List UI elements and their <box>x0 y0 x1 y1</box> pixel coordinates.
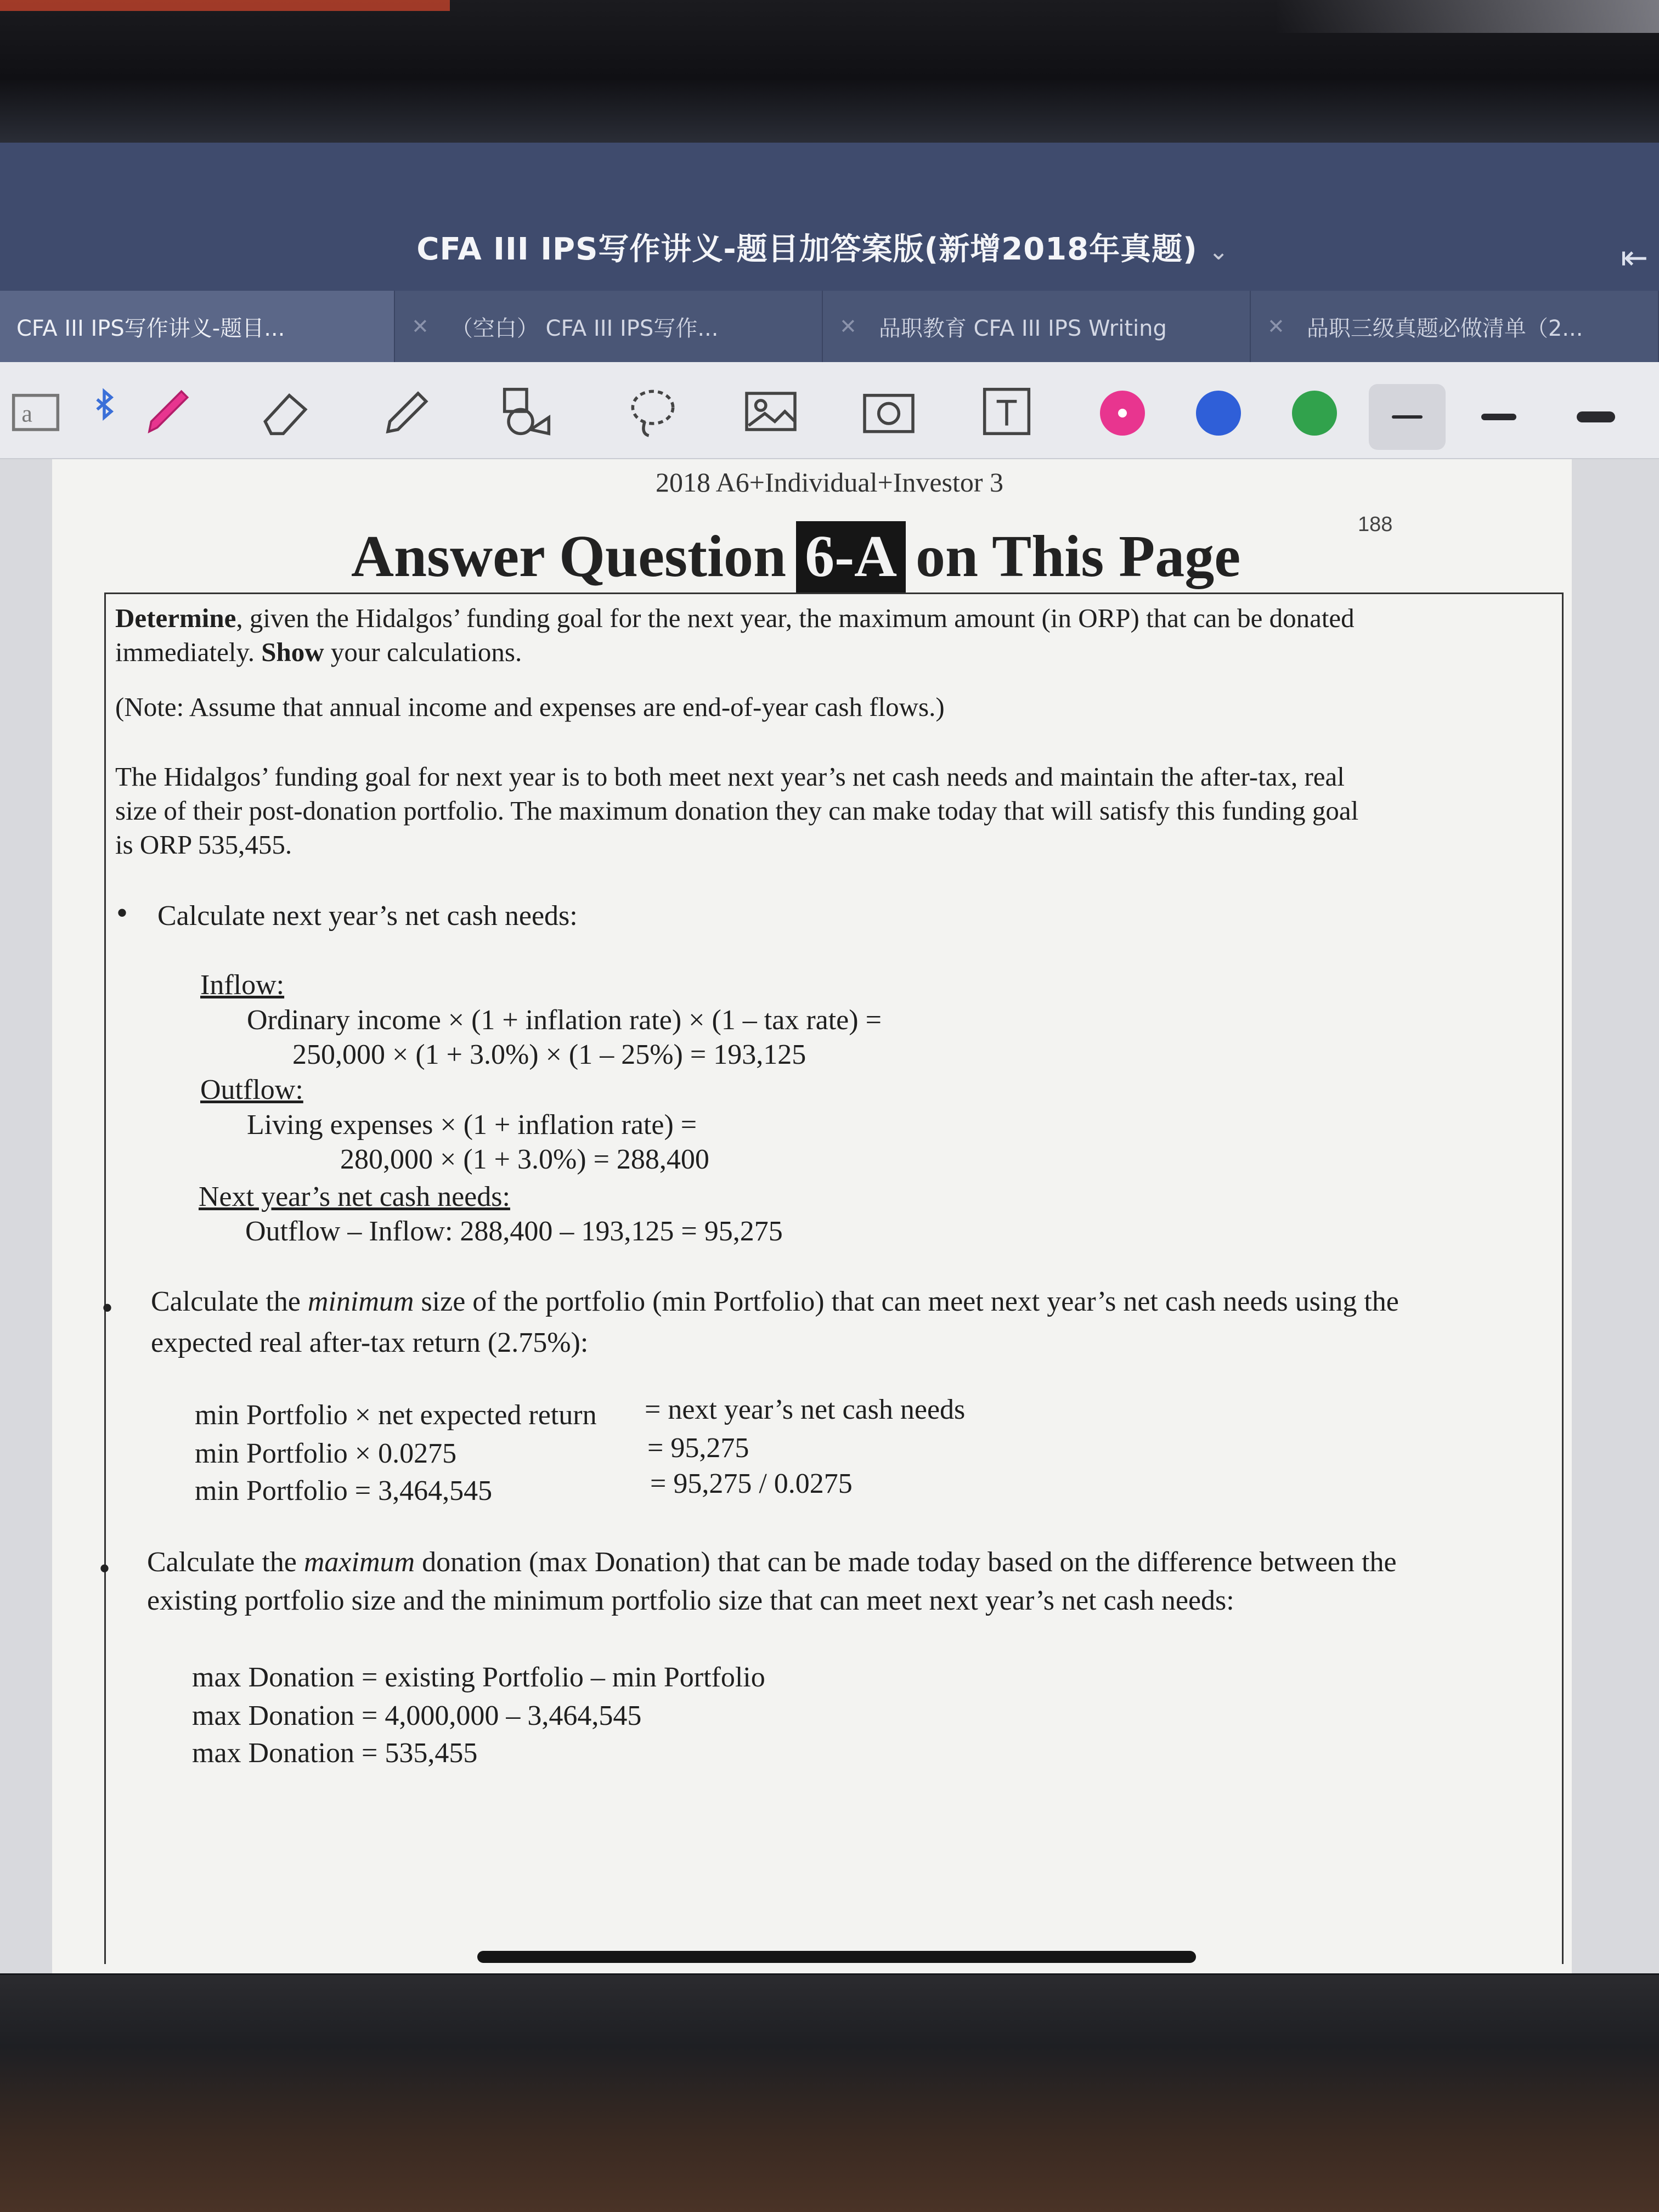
document-tabs <box>0 291 1659 362</box>
highlighter-icon[interactable] <box>373 379 439 444</box>
bullet-marker: • <box>101 1290 114 1326</box>
prompt-keyword: Show <box>261 637 324 667</box>
outflow-formula: Living expenses × (1 + inflation rate) = <box>247 1109 697 1141</box>
answer-line: The Hidalgos’ funding goal for next year is to both meet next year’s net cash needs and maintain the after-tax, real <box>115 761 1345 792</box>
bullet-text: Calculate next year’s net cash needs: <box>157 900 578 932</box>
min-portfolio-row-right: = 95,275 / 0.0275 <box>650 1468 853 1499</box>
bullet-text <box>151 1285 1399 1318</box>
chevron-down-icon[interactable]: ⌄ <box>1208 238 1229 266</box>
shapes-icon[interactable] <box>494 379 560 444</box>
lasso-icon[interactable] <box>620 379 686 444</box>
inflow-label: Inflow: <box>200 969 285 1001</box>
color-swatch-green[interactable] <box>1292 391 1337 436</box>
inflow-formula: Ordinary income × (1 + inflation rate) × (1 – tax rate) = <box>247 1005 882 1036</box>
prompt-text: immediately. <box>115 637 255 667</box>
title-text: on This Page <box>916 524 1241 589</box>
title-text: Answer Question <box>351 524 787 589</box>
prompt-text: your calculations. <box>324 637 522 667</box>
tab-label: 品职三级真题必做清单（2... <box>1306 315 1583 341</box>
image-icon[interactable] <box>738 379 804 444</box>
color-swatch-blue[interactable] <box>1196 391 1241 436</box>
eraser-icon[interactable] <box>252 379 318 444</box>
bluetooth-icon <box>88 379 121 444</box>
app-title-bar <box>0 143 1659 291</box>
tab-label: CFA III IPS写作讲义-题目... <box>16 315 285 341</box>
tablet-bezel <box>0 0 1659 143</box>
tablet-bezel-bottom <box>0 1975 1659 2212</box>
close-icon[interactable]: ✕ <box>839 314 857 338</box>
bullet-marker: • <box>99 1550 111 1587</box>
max-donation-row: max Donation = 535,455 <box>192 1737 478 1769</box>
min-portfolio-row-left: min Portfolio × net expected return <box>195 1400 597 1431</box>
answer-line: is ORP 535,455. <box>115 830 292 860</box>
text-box-icon[interactable] <box>974 379 1040 444</box>
bullet-marker: • <box>116 895 128 931</box>
close-icon[interactable]: ✕ <box>1267 314 1285 338</box>
answer-summary <box>115 760 1520 862</box>
question-id: 6-A <box>796 521 906 592</box>
prompt-text: , given the Hidalgos’ funding goal for the next year, the maximum amount (in ORP) that can be donated <box>236 603 1355 633</box>
collapse-arrow-icon[interactable]: ⇤ <box>1621 239 1649 277</box>
stroke-width-medium[interactable] <box>1481 414 1516 420</box>
text-recognition-icon[interactable] <box>3 379 69 444</box>
page-header: 2018 A6+Individual+Investor 3 <box>655 467 1004 498</box>
outflow-label: Outflow: <box>200 1074 303 1105</box>
tab-1[interactable] <box>0 291 395 362</box>
svg-text:a: a <box>21 400 32 427</box>
tab-2[interactable] <box>395 291 823 362</box>
bullet-text: existing portfolio size and the minimum portfolio size that can meet next year’s net cash needs: <box>147 1585 1234 1616</box>
answer-line: size of their post-donation portfolio. The maximum donation they can make today that will satisfy this funding goal <box>115 795 1359 826</box>
inflow-calculation: 250,000 × (1 + 3.0%) × (1 – 25%) = 193,125 <box>292 1039 806 1070</box>
stroke-width-thick[interactable] <box>1577 411 1615 422</box>
net-cash-calculation: Outflow – Inflow: 288,400 – 193,125 = 95,275 <box>245 1216 783 1247</box>
bullet-text <box>147 1546 1397 1578</box>
tab-label: （空白） CFA III IPS写作... <box>450 315 719 341</box>
min-portfolio-row-left: min Portfolio = 3,464,545 <box>195 1475 493 1506</box>
tab-4[interactable] <box>1251 291 1659 362</box>
net-cash-label: Next year’s net cash needs: <box>199 1181 510 1212</box>
stroke-width-thin[interactable] <box>1369 384 1446 450</box>
document-title-text: CFA III IPS写作讲义-题目加答案版(新增2018年真题) <box>416 232 1198 267</box>
bullet-text-part: size of the portfolio (min Portfolio) that can meet next year’s net cash needs using the <box>414 1286 1399 1317</box>
color-swatch-pink[interactable] <box>1100 391 1145 436</box>
max-donation-row: max Donation = 4,000,000 – 3,464,545 <box>192 1700 642 1731</box>
document-title[interactable] <box>0 225 1646 269</box>
annotation-toolbar <box>0 362 1659 459</box>
background-glare <box>1275 0 1659 33</box>
bullet-text-part: Calculate the <box>151 1286 308 1317</box>
page-number: 188 <box>1358 513 1393 536</box>
question-prompt <box>115 601 1520 669</box>
min-portfolio-row-right: = 95,275 <box>647 1432 749 1464</box>
close-icon[interactable]: ✕ <box>411 314 429 338</box>
tab-label: 品职教育 CFA III IPS Writing <box>878 315 1167 341</box>
question-note: (Note: Assume that annual income and expenses are end-of-year cash flows.) <box>115 692 945 722</box>
min-portfolio-row-left: min Portfolio × 0.0275 <box>195 1438 457 1469</box>
camera-icon[interactable] <box>856 379 922 444</box>
outflow-calculation: 280,000 × (1 + 3.0%) = 288,400 <box>340 1144 709 1175</box>
bullet-text-part: Calculate the <box>147 1547 304 1578</box>
max-donation-row: max Donation = existing Portfolio – min Portfolio <box>192 1662 765 1693</box>
bullet-text: expected real after-tax return (2.75%): <box>151 1327 589 1358</box>
background-glare <box>0 0 450 11</box>
page-title <box>351 521 1240 592</box>
min-portfolio-row-right: = next year’s net cash needs <box>645 1394 966 1425</box>
home-indicator[interactable] <box>477 1951 1196 1963</box>
bullet-emphasis: minimum <box>307 1286 414 1317</box>
bullet-emphasis: maximum <box>303 1547 415 1578</box>
bullet-text-part: donation (max Donation) that can be made today based on the difference between the <box>415 1547 1397 1578</box>
pen-icon[interactable] <box>134 379 200 444</box>
tab-3[interactable] <box>823 291 1251 362</box>
prompt-keyword: Determine <box>115 603 236 633</box>
